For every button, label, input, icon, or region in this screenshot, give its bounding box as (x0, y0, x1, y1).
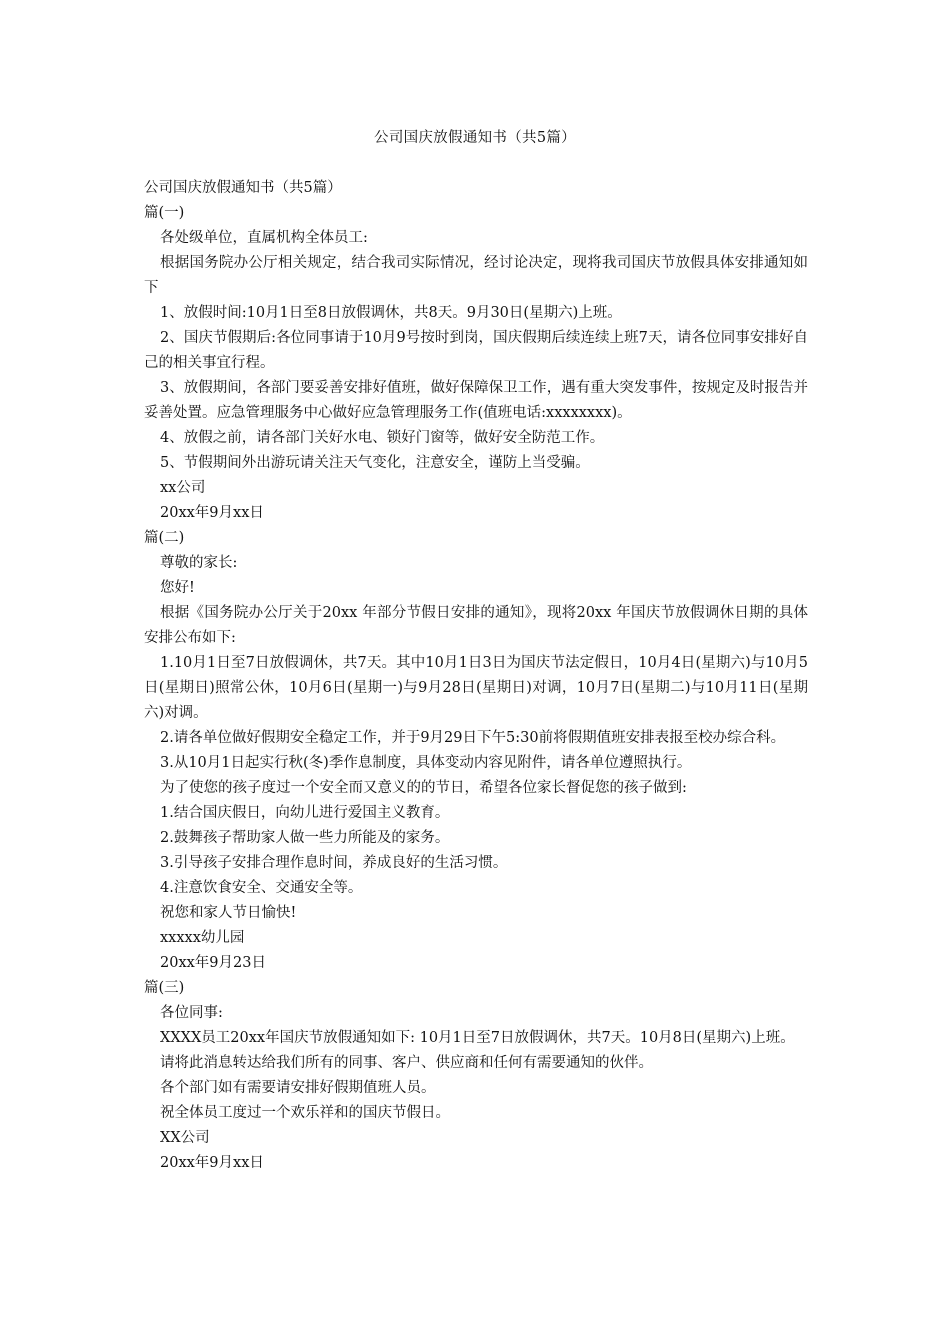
section-2-item-2: 2.请各单位做好假期安全稳定工作，并于9月29日下午5:30前将假期值班安排表报至校办综合科。 (160, 730, 786, 746)
section-1-heading: 篇(一) (144, 205, 185, 221)
section-3-greeting: 各位同事: (160, 1005, 223, 1021)
section-2-kids-item-4: 4.注意饮食安全、交通安全等。 (160, 880, 363, 896)
document-body (144, 176, 808, 1176)
section-2-greeting: 尊敬的家长: (160, 555, 238, 571)
section-3-notice: XXXX员工20xx年国庆节放假通知如下: 10月1日至7日放假调休，共7天。10月8日(星期六)上班。 (160, 1030, 795, 1046)
document-title: 公司国庆放假通知书（共5篇） (374, 130, 576, 146)
section-2-signature: xxxxx幼儿园 (160, 930, 245, 946)
section-3-forward: 请将此消息转达给我们所有的同事、客户、供应商和任何有需要通知的伙伴。 (160, 1055, 653, 1071)
section-2-date: 20xx年9月23日 (160, 955, 266, 971)
section-3-duty: 各个部门如有需要请安排好假期值班人员。 (160, 1080, 436, 1096)
section-3-signature: XX公司 (160, 1130, 210, 1146)
document-subtitle: 公司国庆放假通知书（共5篇） (144, 180, 342, 196)
section-2-kids-item-2: 2.鼓舞孩子帮助家人做一些力所能及的家务。 (160, 830, 450, 846)
section-2-intro: 根据《国务院办公厅关于20xx 年部分节假日安排的通知》，现将20xx 年国庆节放假调休日期的具体安排公布如下: (144, 605, 808, 646)
section-2-kids-item-3: 3.引导孩子安排合理作息时间，养成良好的生活习惯。 (160, 855, 508, 871)
section-2-heading: 篇(二) (144, 530, 185, 546)
section-1-item-4: 4、放假之前，请各部门关好水电、锁好门窗等，做好安全防范工作。 (160, 430, 605, 446)
section-1-item-5: 5、节假期间外出游玩请关注天气变化，注意安全，谨防上当受骗。 (160, 455, 590, 471)
section-2-kids-item-1: 1.结合国庆假日，向幼儿进行爱国主义教育。 (160, 805, 450, 821)
section-1-item-3: 3、放假期间，各部门要妥善安排好值班，做好保障保卫工作，遇有重大突发事件，按规定及时报告并妥善处置。应急管理服务中心做好应急管理服务工作(值班电话:xxxxxxxx)。 (144, 380, 808, 421)
section-3-date: 20xx年9月xx日 (160, 1155, 264, 1171)
section-1-signature: xx公司 (160, 480, 206, 496)
section-2-item-1: 1.10月1日至7日放假调休，共7天。其中10月1日3日为国庆节法定假日，10月4日(星期六)与10月5日(星期日)照常公休，10月6日(星期一)与9月28日(星期日)对调，10月7日(星期二)与10月11日(星期六)对调。 (144, 655, 808, 721)
section-1-intro: 根据国务院办公厅相关规定，结合我司实际情况，经讨论决定，现将我司国庆节放假具体安排通知如下 (144, 255, 808, 296)
section-1-date: 20xx年9月xx日 (160, 505, 264, 521)
section-1-item-1: 1、放假时间:10月1日至8日放假调休，共8天。9月30日(星期六)上班。 (160, 305, 622, 321)
section-2-item-3: 3.从10月1日起实行秋(冬)季作息制度，具体变动内容见附件，请各单位遵照执行。 (160, 755, 692, 771)
section-2-wish: 祝您和家人节日愉快! (160, 905, 297, 921)
section-3-heading: 篇(三) (144, 980, 185, 996)
section-1-item-2: 2、国庆节假期后:各位同事请于10月9号按时到岗，国庆假期后续连续上班7天，请各位同事安排好自己的相关事宜行程。 (144, 330, 808, 371)
section-2-hello: 您好! (160, 580, 195, 596)
section-3-wish: 祝全体员工度过一个欢乐祥和的国庆节假日。 (160, 1105, 450, 1121)
section-1-greeting: 各处级单位，直属机构全体员工: (160, 230, 368, 246)
section-2-kids-intro: 为了使您的孩子度过一个安全而又意义的的节日，希望各位家长督促您的孩子做到: (160, 780, 687, 796)
